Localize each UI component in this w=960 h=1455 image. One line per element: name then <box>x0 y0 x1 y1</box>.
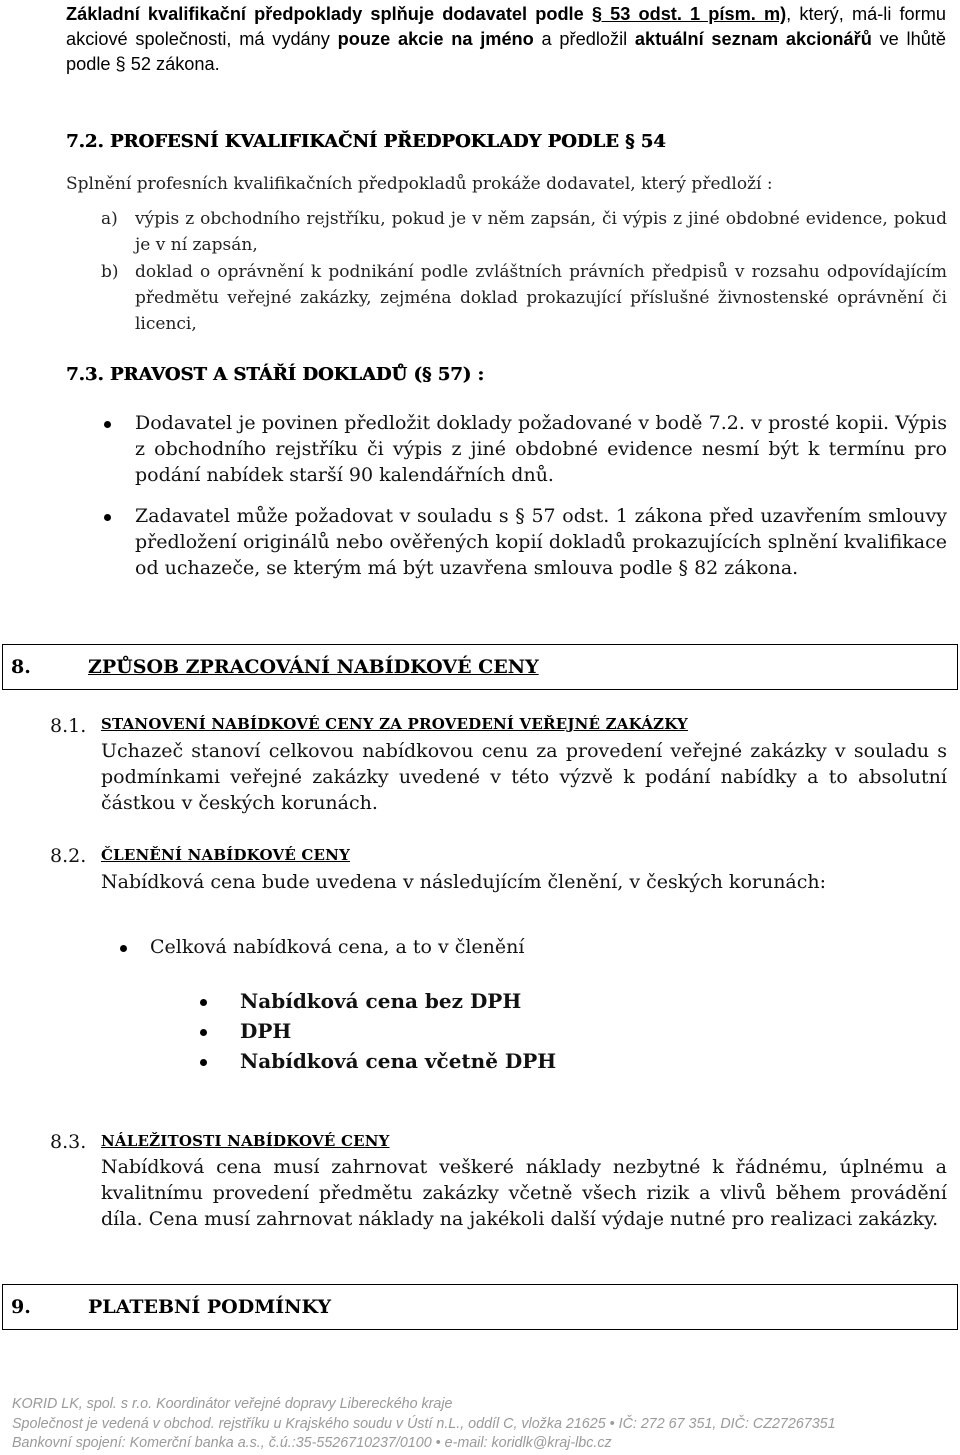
sub-8-3-number: 8.3. <box>50 1131 87 1153</box>
section-7-3-bullet-2: Zadavatel může požadovat v souladu s § 57 odst. 1 zákona před uzavřením smlouvy předložení originálů nebo ověřených kopií dokladů prokazujících splnění kvalifikace od uchazeče, se kterým má být uzavřena smlouva podle § 82 zákona. <box>135 505 947 579</box>
page-footer <box>12 1395 952 1454</box>
legal-reference-link: § 53 odst. 1 písm. m) <box>591 4 787 24</box>
price-without-vat: Nabídková cena bez DPH <box>240 989 522 1013</box>
footer-company: KORID LK, spol. s r.o. Koordinátor veřejné dopravy Libereckého kraje <box>12 1396 453 1412</box>
item-b-marker: b) <box>101 262 119 282</box>
sub-8-1-number: 8.1. <box>50 715 87 737</box>
intro-text-6: aktuální seznam akcionářů <box>634 29 872 49</box>
section-9-number: 9. <box>11 1296 31 1318</box>
section-7-2-heading: 7.2. PROFESNÍ KVALIFIKAČNÍ PŘEDPOKLADY PODLE § 54 <box>66 131 666 152</box>
bullet-icon <box>200 1059 207 1066</box>
bullet-icon <box>104 514 111 521</box>
sub-8-1-text: Uchazeč stanoví celkovou nabídkovou cenu za provedení veřejné zakázky v souladu s podmínkami veřejné zakázky uvedené v této výzvě k podání nabídky a to absolutní částkou v českých korunách. <box>101 740 947 814</box>
item-b-text: doklad o oprávnění k podnikání podle zvláštních právních předpisů v rozsahu odpovídajícím předmětu veřejné zakázky, zejména doklad prokazující příslušné živnostenské oprávnění či licenci, <box>135 262 947 334</box>
item-a-text: výpis z obchodního rejstříku, pokud je v něm zapsán, či výpis z jiné obdobné evidence, pokud je v ní zapsán, <box>135 209 947 255</box>
intro-text-7: ve lhůtě podle § 52 zákona. <box>66 29 946 74</box>
sub-8-2-heading: ČLENĚNÍ NABÍDKOVÉ CENY <box>101 846 350 864</box>
bullet-icon <box>200 999 207 1006</box>
intro-text-4: pouze akcie na jméno <box>337 29 534 49</box>
bullet-icon <box>120 945 127 952</box>
sub-8-1-heading: STANOVENÍ NABÍDKOVÉ CENY ZA PROVEDENÍ VEŘEJNÉ ZAKÁZKY <box>101 715 688 733</box>
intro-text-5: a předložil <box>533 29 635 49</box>
bullet-icon <box>104 421 111 428</box>
vat: DPH <box>240 1019 292 1043</box>
sub-8-2-bullet: Celková nabídková cena, a to v členění <box>150 936 525 958</box>
section-9-title: PLATEBNÍ PODMÍNKY <box>88 1296 332 1318</box>
sub-8-2-text: Nabídková cena bude uvedena v následujícím členění, v českých korunách: <box>101 871 827 893</box>
section-7-2-lead: Splnění profesních kvalifikačních předpokladů prokáže dodavatel, který předloží : <box>66 174 773 194</box>
footer-bank: Bankovní spojení: Komerční banka a.s., č.ú.:35-5526710237/0100 • e-mail: koridlk@kraj-lbc.cz <box>12 1435 612 1451</box>
bullet-icon <box>200 1029 207 1036</box>
section-8-title: ZPŮSOB ZPRACOVÁNÍ NABÍDKOVÉ CENY <box>88 656 539 678</box>
footer-registration: Společnost je vedená v obchod. rejstříku u Krajského soudu v Ústí n.L., oddíl C, vložka 21625 • IČ: 272 67 351, DIČ: CZ27267351 <box>12 1415 836 1432</box>
sub-8-3-text: Nabídková cena musí zahrnovat veškeré náklady nezbytné k řádnému, úplnému a kvalitnímu provedení předmětu zakázky včetně všech rizik a vlivů během provádění díla. Cena musí zahrnovat náklady na jakékoli další výdaje nutné pro realizaci zakázky. <box>101 1156 947 1230</box>
sub-8-2-number: 8.2. <box>50 845 87 867</box>
intro-text-1: Základní kvalifikační předpoklady splňuje dodavatel podle <box>66 4 592 24</box>
item-a-marker: a) <box>101 209 118 229</box>
price-with-vat: Nabídková cena včetně DPH <box>240 1049 557 1073</box>
sub-8-3-heading: NÁLEŽITOSTI NABÍDKOVÉ CENY <box>101 1132 390 1150</box>
intro-paragraph <box>66 2 946 77</box>
section-8-number: 8. <box>11 656 31 678</box>
section-7-3-bullet-1: Dodavatel je povinen předložit doklady požadované v bodě 7.2. v prosté kopii. Výpis z obchodního rejstříku či výpis z jiné obdobné evidence nesmí být k termínu pro podání nabídek starší 90 kalendářních dnů. <box>135 412 947 486</box>
intro-text-3: , který, má-li formu akciové společnosti, má vydány <box>66 4 946 49</box>
section-7-3-heading: 7.3. PRAVOST A STÁŘÍ DOKLADŮ (§ 57) : <box>66 364 485 385</box>
